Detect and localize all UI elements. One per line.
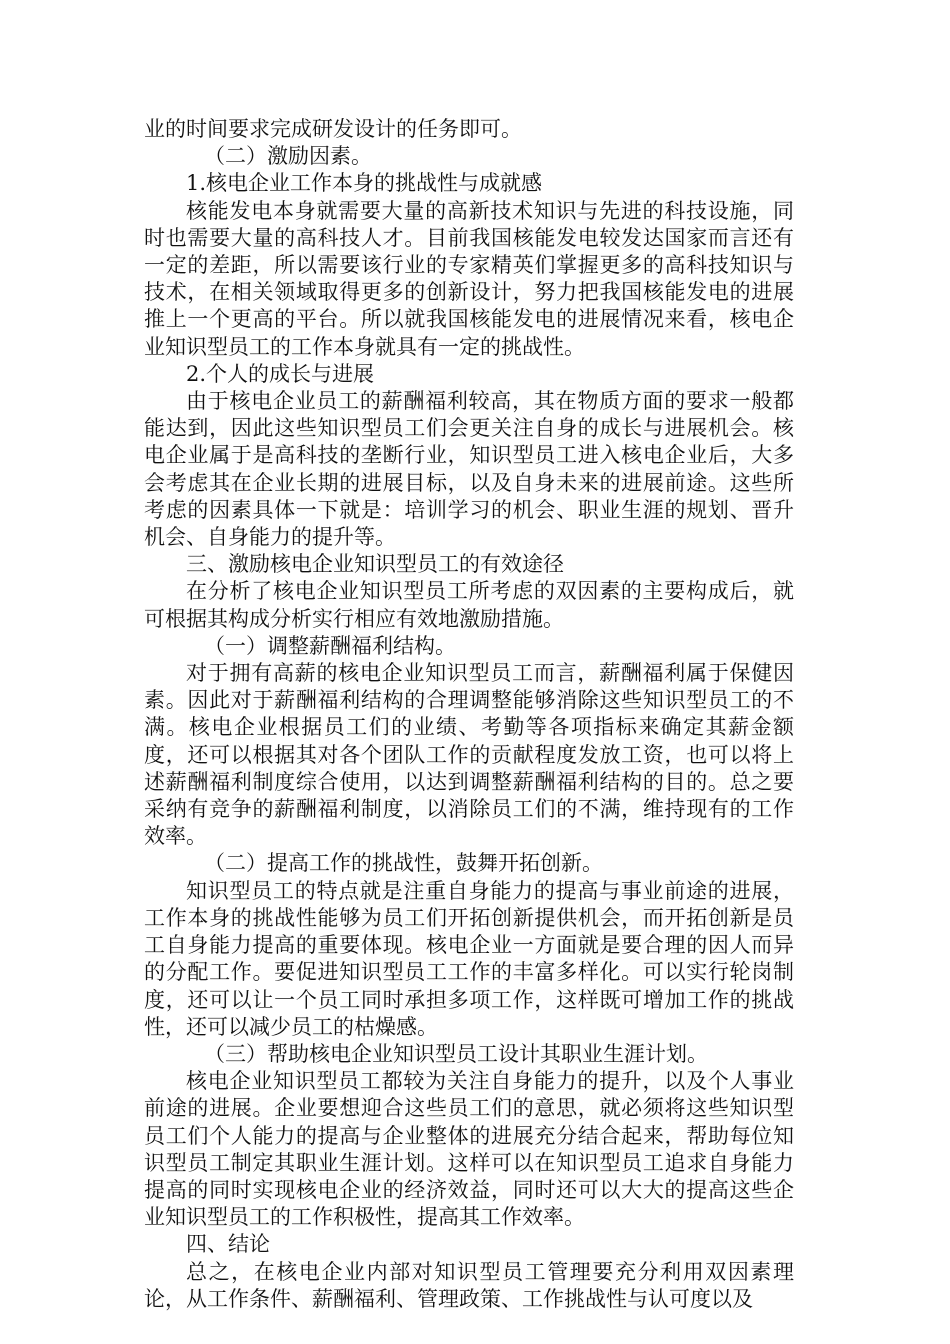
paragraph-salary-structure: 对于拥有高薪的核电企业知识型员工而言，薪酬福利属于保健因素。因此对于薪酬福利结构的合理调整能够消除这些知识型员工的不满。核电企业根据员工们的业绩、考勤等各项指标来确定其薪金额度，还可以根据其对各个团队工作的贡献程度发放工资，也可以将上述薪酬福利制度综合使用，以达到调整薪酬福利结构的目的。总之要采纳有竞争的薪酬福利制度，以消除员工们的不满，维持现有的工作效率。 (144, 661, 794, 849)
paragraph-work-challenge: 知识型员工的特点就是注重自身能力的提高与事业前途的进展，工作本身的挑战性能够为员工们开拓创新提供机会，而开拓创新是员工自身能力提高的重要体现。核电企业一方面就是要合理的因人而异的分配工作。要促进知识型员工工作的丰富多样化。可以实行轮岗制度，还可以让一个员工同时承担多项工作，这样既可增加工作的挑战性，还可以减少员工的枯燥感。 (144, 878, 794, 1039)
section-heading-conclusion: 四、结论 (186, 1232, 270, 1257)
paragraph-effective-ways: 在分析了核电企业知识型员工所考虑的双因素的主要构成后，就可根据其构成分析实行相应有效地激励措施。 (144, 579, 794, 631)
paragraph-growth: 由于核电企业员工的薪酬福利较高，其在物质方面的要求一般都能达到，因此这些知识型员工们会更关注自身的成长与进展机会。核电企业属于是高科技的垄断行业，知识型员工进入核电企业后，大多会考虑其在企业长期的进展目标，以及自身未来的进展前途。这些所考虑的因素具体一下就是：培训学习的机会、职业生涯的规划、晋升机会、自身能力的提升等。 (144, 389, 794, 550)
paragraph-conclusion: 总之，在核电企业内部对知识型员工管理要充分利用双因素理论，从工作条件、薪酬福利、管理政策、工作挑战性与认可度以及 (144, 1259, 794, 1311)
section-heading-incentive-factors: （二）激励因素。 (204, 144, 372, 169)
paragraph-career-plan: 核电企业知识型员工都较为关注自身能力的提升，以及个人事业前途的进展。企业要想迎合这些员工们的意思，就必须将这些知识型员工们个人能力的提高与企业整体的进展充分结合起来，帮助每位知识型员工制定其职业生涯计划。这样可以在知识型员工追求自身能力提高的同时实现核电企业的经济效益，同时还可以大大的提高这些企业知识型员工的工作积极性，提高其工作效率。 (144, 1069, 794, 1230)
heading-work-challenge: （二）提高工作的挑战性，鼓舞开拓创新。 (204, 851, 603, 876)
subheading-challenge: 1.核电企业工作本身的挑战性与成就感 (186, 171, 543, 196)
subheading-growth: 2.个人的成长与进展 (186, 361, 375, 386)
section-heading-effective-ways: 三、激励核电企业知识型员工的有效途径 (186, 552, 564, 577)
paragraph-continuation: 业的时间要求完成研发设计的任务即可。 (144, 117, 522, 141)
heading-career-plan: （三）帮助核电企业知识型员工设计其职业生涯计划。 (204, 1041, 708, 1066)
heading-salary-structure: （一）调整薪酬福利结构。 (204, 633, 456, 658)
paragraph-challenge: 核能发电本身就需要大量的高新技术知识与先进的科技设施，同时也需要大量的高科技人才。目前我国核能发电较发达国家而言还有一定的差距，所以需要该行业的专家精英们掌握更多的高科技知识与技术，在相关领域取得更多的创新设计，努力把我国核能发电的进展推上一个更高的平台。所以就我国核能发电的进展情况来看，核电企业知识型员工的工作本身就具有一定的挑战性。 (144, 198, 794, 359)
document-body (144, 116, 794, 1313)
